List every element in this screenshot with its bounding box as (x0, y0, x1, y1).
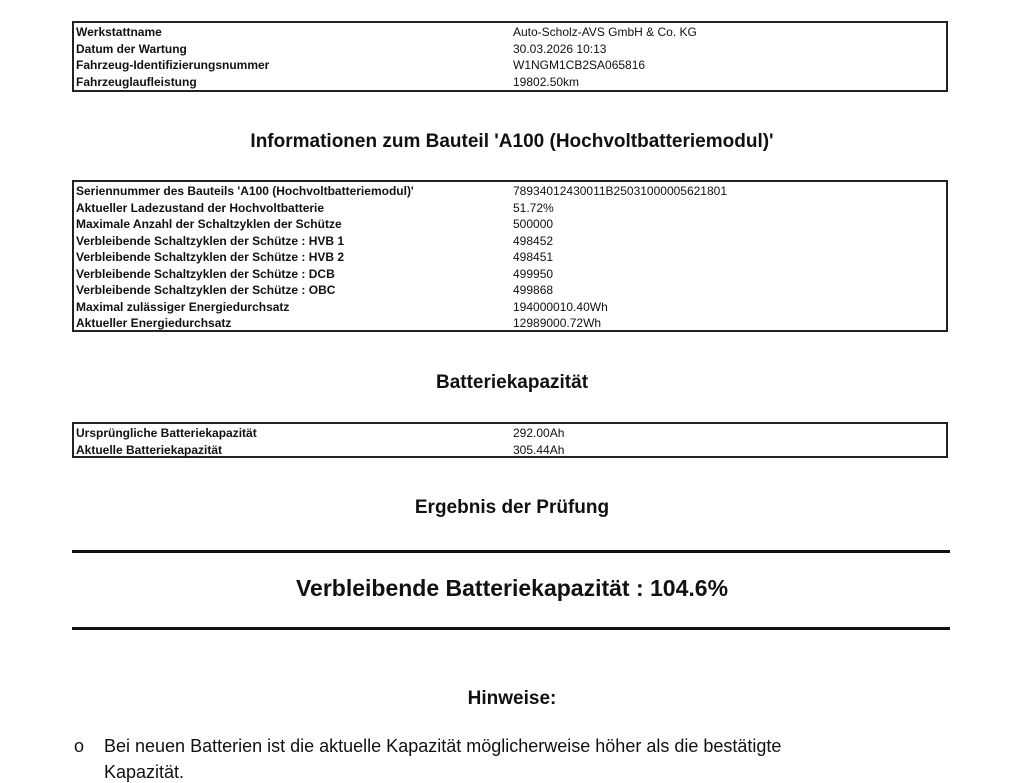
bullet-marker: o (74, 736, 85, 756)
table-row (74, 233, 946, 250)
capacity-section-title: Batteriekapazität (435, 372, 589, 393)
row-label: Verbleibende Schaltzyklen der Schütze : OBC (76, 283, 336, 297)
row-label: Aktuelle Batteriekapazität (76, 442, 223, 457)
row-value: 12989000.72Wh (513, 316, 602, 330)
table-row (74, 24, 946, 41)
table-row (74, 315, 946, 332)
table-row (74, 57, 946, 74)
result-top-divider (72, 550, 950, 553)
row-label: Aktueller Ladezustand der Hochvoltbatterie (76, 200, 325, 215)
table-row (74, 266, 946, 283)
remaining-capacity-result: Verbleibende Batteriekapazität : 104.6% (295, 575, 729, 601)
table-row (74, 74, 946, 91)
note-text-continuation: Kapazität. (104, 762, 185, 782)
row-value: 499868 (513, 283, 554, 297)
row-label: Verbleibende Schaltzyklen der Schütze : DCB (76, 266, 335, 281)
table-row (74, 41, 946, 58)
table-row (74, 425, 946, 442)
row-label: Fahrzeuglaufleistung (76, 74, 197, 89)
row-value: 78934012430011B25031000005621801 (513, 184, 728, 198)
row-value: 30.03.2026 10:13 (513, 41, 607, 56)
row-value: 498451 (513, 250, 554, 264)
table-row (74, 216, 946, 233)
row-value: 499950 (513, 266, 554, 281)
row-label: Ursprüngliche Batteriekapazität (76, 426, 257, 440)
row-label: Fahrzeug-Identifizierungsnummer (76, 58, 270, 72)
row-value: 194000010.40Wh (513, 299, 608, 314)
note-text: Bei neuen Batterien ist die aktuelle Kapazität möglicherweise höher als die bestätigte (104, 736, 782, 756)
capacity-table (72, 422, 948, 458)
workshop-info-table (72, 21, 948, 92)
table-row (74, 299, 946, 316)
notes-section-title: Hinweise: (467, 688, 557, 709)
row-label: Maximal zulässiger Energiedurchsatz (76, 299, 290, 314)
row-value: 51.72% (513, 200, 554, 215)
row-label: Datum der Wartung (76, 41, 187, 56)
component-info-table (72, 180, 948, 332)
table-row (74, 442, 946, 459)
row-value: 305.44Ah (513, 442, 565, 457)
row-label: Verbleibende Schaltzyklen der Schütze : HVB 1 (76, 233, 345, 248)
result-bottom-divider (72, 627, 950, 630)
component-section-title: Informationen zum Bauteil 'A100 (Hochvoltbatteriemodul)' (250, 131, 774, 152)
row-value: 292.00Ah (513, 426, 565, 440)
table-row (74, 183, 946, 200)
row-value: W1NGM1CB2SA065816 (513, 58, 646, 72)
row-label: Aktueller Energiedurchsatz (76, 316, 232, 330)
result-section-title: Ergebnis der Prüfung (414, 497, 610, 518)
row-label: Maximale Anzahl der Schaltzyklen der Schütze (76, 217, 342, 231)
row-label: Seriennummer des Bauteils 'A100 (Hochvoltbatteriemodul)' (76, 184, 414, 198)
row-value: 498452 (513, 233, 554, 248)
table-row (74, 200, 946, 217)
row-value: 19802.50km (513, 74, 580, 89)
table-row (74, 282, 946, 299)
row-label: Verbleibende Schaltzyklen der Schütze : HVB 2 (76, 250, 345, 264)
row-value: 500000 (513, 217, 554, 231)
table-row (74, 249, 946, 266)
row-label: Werkstattname (76, 25, 162, 39)
note-item (74, 736, 781, 757)
row-value: Auto-Scholz-AVS GmbH & Co. KG (513, 25, 697, 39)
